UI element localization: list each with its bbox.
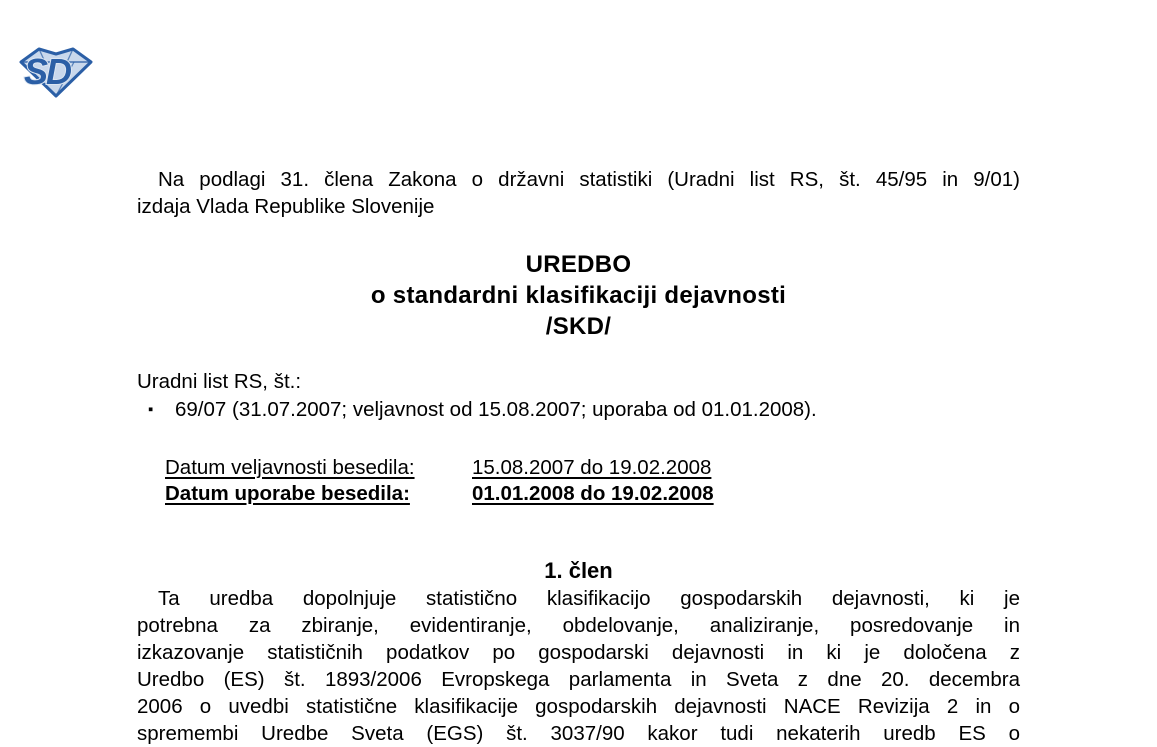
title-line-subject: o standardni klasifikaciji dejavnosti [370,282,787,309]
usage-value: 01.01.2008 do 19.02.2008 [472,482,714,505]
sd-gem-logo-icon [14,45,98,99]
bullet-square-icon: ▪ [148,401,154,418]
title-line-skd: /SKD/ [545,313,612,340]
gazette-heading: Uradni list RS, št.: [137,370,302,393]
article-line: izkazovanje statističnih podatkov po gospodarski dejavnosti in ki je določena z [137,641,1020,664]
validity-label: Datum veljavnosti besedila: [165,456,415,479]
usage-row [165,480,714,506]
intro-paragraph [137,166,1020,220]
title-line-uredbo: UREDBO [525,251,632,278]
document-title [137,249,1020,342]
article-1-heading: 1. člen [544,558,613,583]
intro-line: Na podlagi 31. člena Zakona o državni statistiki (Uradni list RS, št. 45/95 in 9/01) [158,168,1020,191]
validity-value: 15.08.2007 do 19.02.2008 [472,456,712,479]
validity-row [165,454,714,480]
article-line: Ta uredba dopolnjuje statistično klasifikacijo gospodarskih dejavnosti, ki je [158,587,1020,610]
article-1-paragraph [137,585,1020,747]
gazette-list-item: 69/07 (31.07.2007; veljavnost od 15.08.2007; uporaba od 01.01.2008). [175,398,817,421]
logo-letters: SD [24,51,71,92]
validity-dates-table [165,454,714,506]
article-line: Uredbo (ES) št. 1893/2006 Evropskega parlamenta in Sveta z dne 20. decembra [137,668,1020,691]
article-line: 2006 o uvedbi statistične klasifikacije gospodarskih dejavnosti NACE Revizija 2 in o [137,695,1020,718]
usage-label: Datum uporabe besedila: [165,482,410,505]
article-line: potrebna za zbiranje, evidentiranje, obdelovanje, analiziranje, posredovanje in [137,614,1020,637]
intro-line: izdaja Vlada Republike Slovenije [137,195,435,218]
article-line: spremembi Uredbe Sveta (EGS) št. 3037/90 kakor tudi nekaterih uredb ES o [137,722,1020,745]
